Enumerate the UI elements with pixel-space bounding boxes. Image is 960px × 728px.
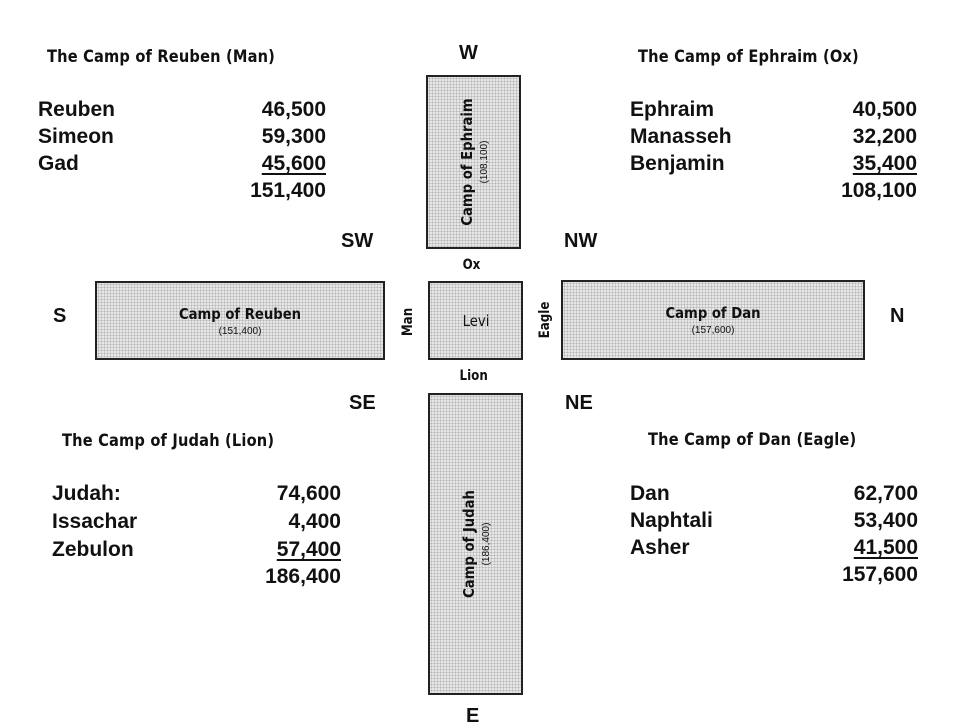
ephraim-camp-box-population: (108,100) xyxy=(478,140,490,184)
levi-label: Levi xyxy=(462,311,489,330)
direction-northwest-label: NW xyxy=(564,230,598,252)
tribe-name: Simeon xyxy=(38,125,114,148)
direction-north-label: N xyxy=(890,305,905,327)
tribe-name: Reuben xyxy=(38,98,116,121)
ephraim-camp-box-title: Camp of Ephraim xyxy=(457,98,476,226)
ephraim-camp-box xyxy=(426,75,521,249)
dan-camp-heading: The Camp of Dan (Eagle) xyxy=(648,430,857,450)
dan-camp-box xyxy=(561,280,865,360)
tribe-count: 74,600 xyxy=(276,482,341,505)
direction-east-label: E xyxy=(466,705,480,727)
tribe-count: 57,400 xyxy=(276,538,341,561)
tribe-name: Manasseh xyxy=(630,125,732,148)
eagle-symbol-label: Eagle xyxy=(537,301,553,339)
tribe-name: Gad xyxy=(38,152,79,175)
tribe-count: 45,600 xyxy=(261,152,326,175)
dan-camp-box-title: Camp of Dan xyxy=(665,304,761,322)
direction-west-label: W xyxy=(459,42,478,64)
tribe-name: Ephraim xyxy=(630,98,715,121)
reuben-camp-box-label xyxy=(171,305,310,337)
direction-southwest-label: SW xyxy=(341,230,374,252)
ephraim-camp-heading: The Camp of Ephraim (Ox) xyxy=(638,47,859,67)
tribe-name: Dan xyxy=(630,482,670,505)
man-symbol-label: Man xyxy=(400,307,416,337)
ephraim-camp-box-label xyxy=(458,90,490,235)
reuben-camp-box-population: (151,400) xyxy=(218,325,262,337)
tribe-count: 46,500 xyxy=(261,98,326,121)
ox-symbol-label: Ox xyxy=(462,257,481,273)
tribe-name: Judah: xyxy=(52,482,121,505)
judah-camp-box xyxy=(428,393,523,695)
camp-total: 186,400 xyxy=(265,565,341,588)
judah-camp-box-title: Camp of Judah xyxy=(459,490,478,598)
tribe-count: 53,400 xyxy=(853,509,918,532)
tribe-name: Asher xyxy=(630,536,690,559)
lion-symbol-label: Lion xyxy=(459,368,488,384)
tribe-count: 4,400 xyxy=(288,510,341,533)
camp-total: 157,600 xyxy=(842,563,918,586)
direction-south-label: S xyxy=(53,305,67,327)
tribe-name: Zebulon xyxy=(52,538,134,561)
levi-center-box-label xyxy=(460,312,490,330)
camp-total: 108,100 xyxy=(841,179,917,202)
reuben-camp-heading: The Camp of Reuben (Man) xyxy=(47,47,276,67)
reuben-camp-box xyxy=(95,281,385,360)
dan-camp-box-label xyxy=(659,304,767,336)
tribe-count: 62,700 xyxy=(853,482,918,505)
tribe-count: 32,200 xyxy=(852,125,917,148)
direction-southeast-label: SE xyxy=(349,392,376,414)
tribe-count: 40,500 xyxy=(852,98,917,121)
levi-center-box xyxy=(428,281,523,360)
tribe-name: Issachar xyxy=(52,510,138,533)
judah-camp-box-label xyxy=(460,483,492,606)
tribe-name: Naphtali xyxy=(630,509,713,532)
tribe-count: 35,400 xyxy=(852,152,917,175)
tribe-count: 59,300 xyxy=(261,125,326,148)
direction-northeast-label: NE xyxy=(565,392,593,414)
judah-camp-box-population: (186,400) xyxy=(480,522,492,566)
camp-total: 151,400 xyxy=(250,179,326,202)
tribe-name: Benjamin xyxy=(630,152,725,175)
dan-camp-box-population: (157,600) xyxy=(691,325,735,336)
tribe-count: 41,500 xyxy=(853,536,918,559)
reuben-camp-box-title: Camp of Reuben xyxy=(178,304,302,323)
judah-camp-heading: The Camp of Judah (Lion) xyxy=(62,431,275,451)
